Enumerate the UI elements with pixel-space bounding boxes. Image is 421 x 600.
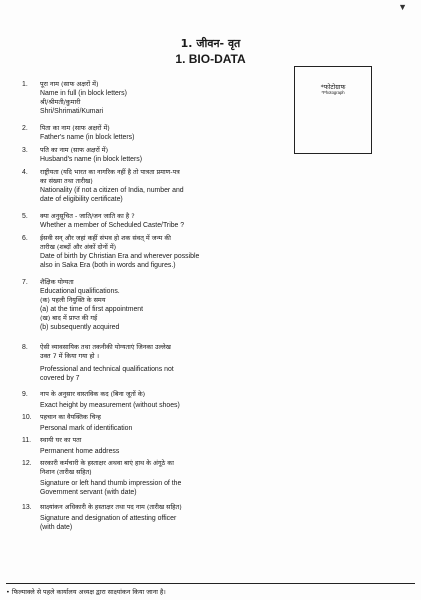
- field-identification-mark: [22, 413, 322, 433]
- photograph-label-hindi: *फोटोग्राफ: [320, 83, 346, 91]
- item-line: पिता का नाम (साफ अक्षरों में): [40, 124, 110, 132]
- item-line: Personal mark of identification: [40, 425, 133, 432]
- photograph-label-english: *Photograph: [321, 90, 345, 95]
- item-line: date of eligibility certificate): [40, 196, 123, 203]
- field-fathers-name: [22, 124, 322, 142]
- item-line: also in Saka Era (both in words and figures.): [40, 262, 176, 269]
- item-number: 5.: [22, 213, 28, 220]
- title-english: 1. BIO-DATA: [175, 52, 246, 66]
- field-exact-height: [22, 390, 322, 410]
- item-line: Exact height by measurement (without shoes): [40, 402, 180, 409]
- item-line: (a) at the time of first appointment: [40, 306, 144, 313]
- item-number: 12.: [22, 460, 32, 467]
- field-attesting-officer: [22, 503, 322, 532]
- item-line: उक्त 7 में किया गया हो ।: [40, 352, 100, 360]
- item-number: 9.: [22, 391, 28, 398]
- item-line: Government servant (with date): [40, 489, 137, 496]
- item-line: Professional and technical qualifications not: [40, 366, 174, 373]
- item-line: पति का नाम (साफ अक्षरों में): [40, 146, 109, 154]
- item-line: क्या अनुसूचित - जाति/जन जाति का है ?: [40, 212, 135, 220]
- item-line: Shri/Shrimati/Kumari: [40, 108, 104, 115]
- item-number: 2.: [22, 125, 28, 132]
- page-corner-mark: ▼: [398, 2, 407, 12]
- field-permanent-address: [22, 436, 322, 456]
- field-full-name: [22, 80, 322, 116]
- item-line: नाप के अनुसार वास्तविक कद (बिना जूतों के): [40, 390, 146, 398]
- item-line: तारीख (शब्दों और अंकों दोनों में): [40, 243, 117, 251]
- item-line: (क) पहली नियुक्ति के समय: [40, 296, 106, 304]
- item-number: 8.: [22, 344, 28, 351]
- item-number: 3.: [22, 147, 28, 154]
- field-date-of-birth: [22, 234, 322, 270]
- item-line: स्थायी घर का पता: [40, 436, 82, 444]
- item-line: Whether a member of Scheduled Caste/Tribe ?: [40, 222, 185, 229]
- field-scheduled-caste: [22, 212, 322, 230]
- item-number: 10.: [22, 414, 32, 421]
- item-line: Date of birth by Christian Era and wherever possible: [40, 253, 200, 260]
- footnote: • फिल्माक्ले से पहले कार्यालय अध्यक्ष द्वारा साक्ष्यांकन किया जाना है।: [6, 588, 166, 596]
- item-line: शैक्षिक योग्यता: [40, 278, 74, 286]
- item-number: 6.: [22, 235, 28, 242]
- item-line: Name in full (in block letters): [40, 90, 127, 97]
- item-line: ऐसी व्यावसायिक तथा तकनीकी योग्यताएं जिनका उल्लेख: [40, 343, 171, 351]
- item-number: 7.: [22, 279, 28, 286]
- item-line: Signature and designation of attesting officer: [40, 515, 177, 522]
- item-line: Permanent home address: [40, 448, 120, 455]
- item-line: निशान (तारीख सहित): [40, 468, 92, 476]
- item-line: सरकारी कर्मचारी के हस्ताक्षर अथवा बाएं हाथ के अंगूठे का: [40, 459, 174, 467]
- field-educational-qualifications: [22, 278, 322, 332]
- item-number: 1.: [22, 81, 28, 88]
- item-line: श्री/श्रीमती/कुमारी: [40, 98, 81, 106]
- field-signature-government-servant: [22, 459, 322, 497]
- footer-divider: [6, 583, 415, 584]
- field-nationality: [22, 168, 322, 204]
- item-line: Signature or left hand thumb impression of the: [40, 480, 182, 487]
- item-line: का संख्या तथा तारीख): [40, 177, 93, 185]
- item-line: (b) subsequently acquired: [40, 324, 120, 331]
- item-line: पूरा नाम (साफ अक्षरों में): [40, 80, 99, 88]
- title-hindi: 1. जीवन- वृत: [180, 37, 241, 50]
- item-line: Husband's name (in block letters): [40, 156, 143, 163]
- item-line: राष्ट्रीयता (यदि भारत का नागरिक नहीं है तो पात्रता प्रमाण-पत्र: [40, 168, 180, 176]
- item-line: Father's name (in block letters): [40, 134, 135, 141]
- item-number: 13.: [22, 504, 32, 511]
- item-number: 4.: [22, 169, 28, 176]
- item-line: ईसवी सन् और जहां कहीं संभव हो शक संवत् में जन्म की: [40, 234, 171, 242]
- item-line: Nationality (if not a citizen of India, number and: [40, 187, 184, 194]
- item-line: पहचान का वैयक्तिक चिन्ह: [40, 413, 101, 421]
- field-professional-qualifications: [22, 343, 322, 383]
- item-line: (ख) बाद में प्राप्त की गई: [40, 314, 98, 322]
- item-number: 11.: [22, 437, 32, 444]
- item-line: साक्ष्यांकन अधिकारी के हस्ताक्षर तथा पद नाम (तारीख सहित): [40, 503, 182, 511]
- item-line: (with date): [40, 524, 73, 531]
- item-line: covered by 7: [40, 375, 80, 382]
- item-line: Educational qualifications.: [40, 288, 120, 295]
- field-husbands-name: [22, 146, 322, 164]
